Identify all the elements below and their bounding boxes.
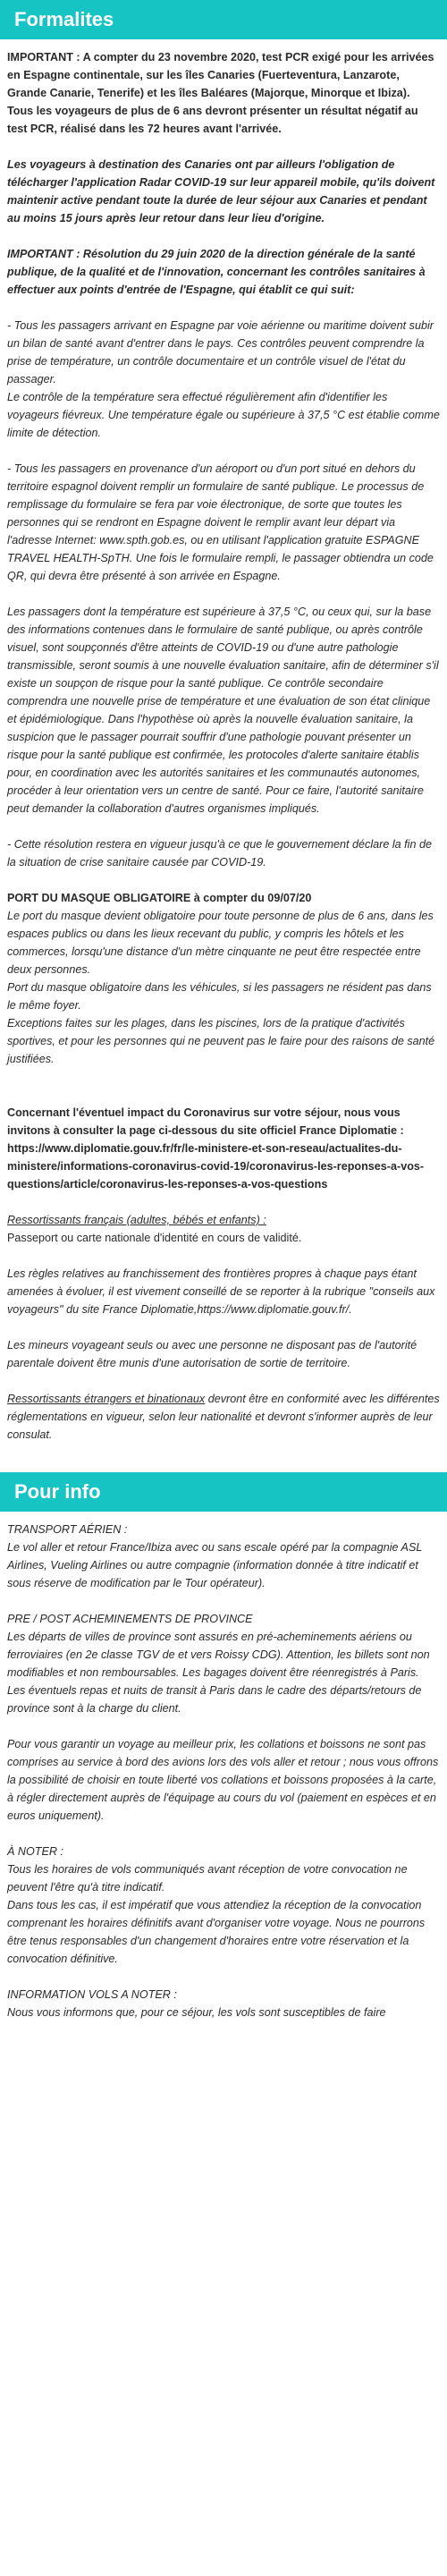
secondary-evaluation-paragraph: Les passagers dont la température est supérieure à 37,5 °C, ou ceux qui, sur la base des informations contenues dans le formulaire de santé publique, ou après contrôle visuel, sont soupçonnés d'être atteints de COVID-19 ou d'une autre pathologie transmissible, seront soumis à une nouvelle évaluation sanitaire, afin de déterminer s'il existe un soupçon de risque pour la santé publique. Ce contrôle secondaire comprendra une nouvelle prise de température et une évaluation de son état clinique et épidémiologique. Dans l'hypothèse où après la nouvelle évaluation sanitaire, la suspicion que le passager pourrait souffrir d'une pathologie pouvant présenter un risque pour la santé publique est confirmée, les protocoles d'alerte sanitaire établis pour, en coordination avec les autorités sanitaires et les communautés autonomes, procéder à leur orientation vers un centre de santé. Pour ce faire, l'autorité sanitaire peut demander la collaboration d'autres organismes impliqués. — [7, 606, 439, 815]
health-check-paragraph — [7, 317, 440, 442]
validity-paragraph: - Cette résolution restera en vigueur jusqu'à ce que le gouvernement déclare la fin de la situation de crise sanitaire causée par COVID-19. — [7, 838, 432, 869]
health-check-text: - Tous les passagers arrivant en Espagne par voie aérienne ou maritime doivent subir un bilan de santé avant d'entrer dans le pays. Ces contrôles peuvent comprendre la prise de température, un contrôle documentaire et un contrôle visuel de l'état du passager. — [7, 319, 434, 386]
masque-text-3: Exceptions faites sur les plages, dans les piscines, lors de la pratique d'activités sportives, et pour les personnes qui ne peuvent pas le faire pour des raisons de santé justifiées. — [7, 1017, 435, 1065]
collations-paragraph: Pour vous garantir un voyage au meilleur prix, les collations et boissons ne sont pas comprises au service à bord des avions lors des vols aller et retour ; nous vous offrons la possibilité de choisir en toute liberté vos collations et boissons proposées à la carte, à régler directement auprès de l'équipage au cours du vol (paiement en espèces et en euros uniquement). — [7, 1738, 439, 1822]
covid-pcr-requirement: Tous les voyageurs de plus de 6 ans devront présenter un résultat négatif au test PCR, réalisé dans les 72 heures avant l'arrivée. — [7, 105, 418, 135]
masque-block — [7, 889, 440, 1068]
pre-post-text: Les départs de villes de province sont assurés en pré-acheminements aériens ou ferroviaires (en 2e classe TGV de et vers Roissy CDG). Attention, les billets sont non modifiables et non remboursables. Les bagages doivent être réenregistrés à Paris. Les éventuels repas et nuits de transit à Paris dans le cadre des départs/retours de province sont à la charge du client. — [7, 1631, 430, 1715]
transport-title: TRANSPORT AÉRIEN : — [7, 1523, 128, 1536]
canaries-radar-notice: Les voyageurs à destination des Canaries ont par ailleurs l'obligation de télécharger l'application Radar COVID-19 sur leur appareil mobile, qu'ils doivent maintenir active pendant toute la durée de leur séjour aux Canaries et pendant au moins 15 jours après leur retour dans leur lieu d'origine. — [7, 158, 435, 225]
vols-title: INFORMATION VOLS A NOTER : — [7, 1988, 177, 2001]
vols-block — [7, 1986, 440, 2021]
note-text-1: Tous les horaires de vols communiqués avant réception de votre convocation ne peuvent l'être qu'à titre indicatif. — [7, 1863, 408, 1894]
diplomatie-notice: Concernant l'éventuel impact du Coronavirus sur votre séjour, nous vous invitons à consulter la page ci-dessous du site officiel France Diplomatie : https://www.diplomatie.gouv.fr/fr/le-ministere-et-son-reseau/actualites-du-ministere/informations-coronavirus-covid-19/coronavirus-les-reponses-a-vos-questions/article/coronavirus-les-reponses-a-vos-questions — [7, 1106, 425, 1191]
ressortissants-fr-label: Ressortissants français (adultes, bébés et enfants) : — [7, 1214, 266, 1226]
note-block — [7, 1843, 440, 1968]
masque-text-2: Port du masque obligatoire dans les véhicules, si les passagers ne résident pas dans le même foyer. — [7, 981, 432, 1012]
pre-post-title: PRE / POST ACHEMINEMENTS DE PROVINCE — [7, 1613, 253, 1625]
etrangers-label: Ressortissants étrangers et binationaux — [7, 1393, 206, 1405]
spacer — [7, 1086, 440, 1104]
resolution-notice: IMPORTANT : Résolution du 29 juin 2020 de la direction générale de la santé publique, de la qualité et de l'innovation, concernant les contrôles sanitaires à effectuer aux points d'entrée de l'Espagne, qui établit ce qui suit: — [7, 248, 426, 296]
ressortissants-fr-block — [7, 1211, 440, 1247]
regles-frontieres-paragraph: Les règles relatives au franchissement des frontières propres à chaque pays étant amenées à évoluer, il est vivement conseillé de se reporter à la rubrique "conseils aux voyageurs" du site France Diplomatie,https://www.diplomatie.gouv.fr/. — [7, 1267, 435, 1316]
covid-pcr-notice: IMPORTANT : A compter du 23 novembre 2020, test PCR exigé pour les arrivées en Espagne continentale, sur les îles Canaries (Fuerteventura, Lanzarote, Grande Canarie, Tenerife) et les îles Baléares (Majorque, Minorque et Ibiza). — [7, 51, 434, 99]
formalites-header: Formalites — [0, 0, 447, 39]
covid-important-block — [7, 48, 440, 138]
mineurs-paragraph: Les mineurs voyageant seuls ou avec une personne ne disposant pas de l'autorité parentale doivent être munis d'une autorisation de sortie de territoire. — [7, 1339, 417, 1369]
pour-info-header: Pour info — [0, 1472, 447, 1512]
note-title: À NOTER : — [7, 1845, 63, 1858]
etrangers-paragraph — [7, 1390, 440, 1444]
transport-text: Le vol aller et retour France/Ibiza avec ou sans escale opéré par la compagnie ASL Airlines, Vueling Airlines ou autre compagnie (information donnée à titre indicatif et sous réserve de modification par le Tour opérateur). — [7, 1541, 423, 1589]
masque-text-1: Le port du masque devient obligatoire pour toute personne de plus de 6 ans, dans les espaces publics ou dans les lieux recevant du public, y compris les hôtels et les commerces, lorsqu'une distance d'un mètre cinquante ne peut être respectée entre deux personnes. — [7, 910, 434, 976]
temperature-check-text: Le contrôle de la température sera effectué régulièrement afin d'identifier les voyageurs fiévreux. Une température égale ou supérieure à 37,5 °C est établie comme limite de détection. — [7, 391, 440, 439]
ressortissants-fr-text: Passeport ou carte nationale d'identité en cours de validité. — [7, 1232, 302, 1244]
note-text-2: Dans tous les cas, il est impératif que vous attendiez la réception de la convocation comprenant les horaires définitifs avant d'organiser votre voyage. Nous ne pourrons être tenus responsables d'un changement d'horaires entre votre réservation et la convocation définitive. — [7, 1899, 426, 1965]
vols-text: Nous vous informons que, pour ce séjour, les vols sont susceptibles de faire — [7, 2006, 386, 2019]
formalites-content — [0, 39, 447, 1472]
etrangers-text: devront être en conformité avec les différentes réglementations en vigueur, selon leur nationalité et devront s'informer auprès de leur consulat. — [7, 1393, 440, 1441]
pre-post-block — [7, 1610, 440, 1717]
health-form-paragraph: - Tous les passagers en provenance d'un aéroport ou d'un port situé en dehors du territoire espagnol doivent remplir un formulaire de santé publique. Le processus de remplissage du formulaire se fera par voie électronique, de sorte que toutes les personnes qui se rendront en Espagne doivent le remplir avant leur départ via l'adresse Internet: www.spth.gob.es, ou en utilisant l'application gratuite ESPAGNE TRAVEL HEALTH-SpTH. Une fois le formulaire rempli, le passager obtiendra un code QR, qui devra être présenté à son arrivée en Espagne. — [7, 462, 434, 582]
masque-title: PORT DU MASQUE OBLIGATOIRE à compter du 09/07/20 — [7, 892, 312, 904]
transport-block — [7, 1521, 440, 1592]
pour-info-content — [0, 1512, 447, 2050]
